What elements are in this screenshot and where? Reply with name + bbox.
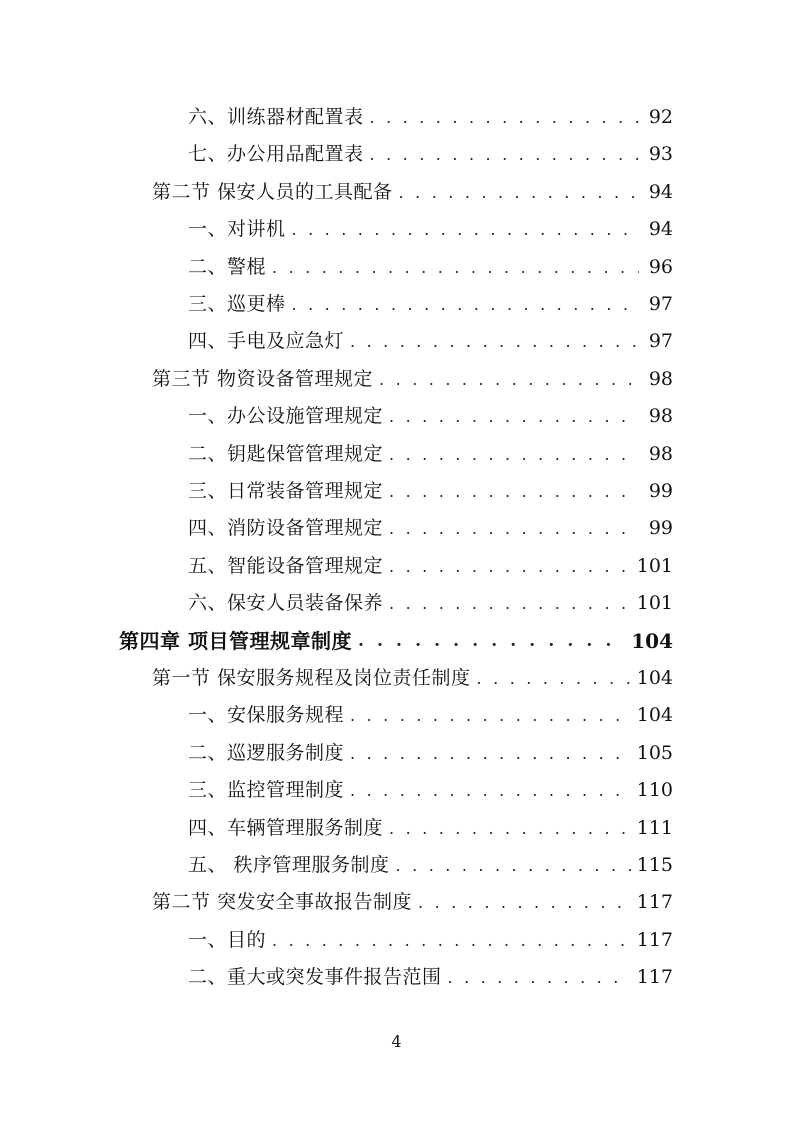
toc-entry-page-number: 94 — [648, 218, 673, 241]
toc-entry-page-number: 111 — [636, 816, 673, 839]
toc-dot-leader — [272, 922, 631, 959]
toc-dot-leader — [389, 436, 639, 473]
toc-dot-leader — [389, 473, 639, 510]
toc-entry-title: 二、钥匙保管管理规定 — [188, 442, 384, 465]
toc-chapter-entry[interactable] — [119, 623, 673, 660]
toc-entry-page-number: 98 — [648, 367, 673, 390]
toc-entry-title: 第二节 突发安全事故报告制度 — [152, 891, 413, 914]
toc-entry-page-number: 93 — [648, 143, 673, 166]
toc-entry-page-number: 98 — [648, 442, 673, 465]
toc-entry-title: 一、目的 — [188, 928, 267, 951]
toc-entry-title: 七、办公用品配置表 — [188, 143, 364, 166]
toc-entry-page-number: 97 — [648, 293, 673, 315]
toc-entry-title: 第四章 项目管理规章制度 — [119, 628, 352, 653]
toc-section-entry[interactable] — [152, 361, 673, 398]
toc-dot-leader — [370, 136, 639, 173]
toc-entry-title: 第一节 保安服务规程及岗位责任制度 — [152, 667, 471, 689]
toc-entry-title: 五、智能设备管理规定 — [188, 554, 384, 577]
toc-subsection-entry[interactable] — [188, 585, 673, 622]
toc-subsection-entry[interactable] — [188, 473, 673, 510]
page-number: 4 — [391, 1032, 402, 1051]
toc-entry-title: 三、日常装备管理规定 — [188, 480, 384, 502]
toc-subsection-entry[interactable] — [188, 323, 673, 360]
toc-entry-page-number: 97 — [648, 330, 673, 353]
toc-entry-title: 第三节 物资设备管理规定 — [152, 367, 374, 390]
toc-entry-title: 二、巡逻服务制度 — [188, 741, 345, 764]
toc-entry-title: 四、车辆管理服务制度 — [188, 816, 384, 839]
toc-entry-page-number: 98 — [648, 405, 673, 428]
toc-dot-leader — [292, 211, 639, 248]
toc-subsection-entry[interactable] — [188, 959, 673, 996]
toc-subsection-entry[interactable] — [188, 99, 673, 136]
toc-dot-leader — [350, 323, 639, 360]
toc-dot-leader — [358, 623, 625, 660]
toc-subsection-entry[interactable] — [188, 398, 673, 435]
toc-entry-page-number: 105 — [636, 741, 673, 764]
toc-entry-page-number: 117 — [636, 891, 673, 914]
toc-entry-page-number: 104 — [636, 704, 673, 727]
toc-dot-leader — [448, 959, 631, 996]
toc-entry-page-number: 101 — [636, 592, 673, 615]
toc-subsection-entry[interactable] — [188, 548, 673, 585]
toc-subsection-entry[interactable] — [188, 847, 673, 884]
toc-entry-page-number: 99 — [648, 517, 673, 540]
toc-dot-leader — [389, 810, 631, 847]
toc-entry-page-number: 96 — [648, 255, 673, 278]
toc-entry-page-number: 104 — [631, 628, 673, 653]
toc-subsection-entry[interactable] — [188, 510, 673, 547]
toc-entry-title: 第二节 保安人员的工具配备 — [152, 180, 393, 203]
toc-dot-leader — [350, 697, 631, 734]
toc-dot-leader — [389, 510, 639, 547]
toc-entry-title: 三、巡更棒 — [188, 293, 286, 315]
toc-subsection-entry[interactable] — [188, 810, 673, 847]
toc-entry-page-number: 92 — [648, 106, 673, 128]
toc-subsection-entry[interactable] — [188, 286, 673, 323]
toc-entry-title: 二、重大或突发事件报告范围 — [188, 966, 442, 989]
toc-entry-page-number: 115 — [636, 854, 673, 876]
toc-entry-page-number: 117 — [636, 928, 673, 951]
toc-entry-page-number: 101 — [636, 554, 673, 577]
toc-entry-title: 五、 秩序管理服务制度 — [188, 854, 390, 876]
toc-subsection-entry[interactable] — [188, 136, 673, 173]
toc-entry-title: 一、对讲机 — [188, 218, 286, 241]
toc-section-entry[interactable] — [152, 660, 673, 697]
toc-subsection-entry[interactable] — [188, 735, 673, 772]
toc-dot-leader — [292, 286, 639, 323]
toc-subsection-entry[interactable] — [188, 436, 673, 473]
toc-section-entry[interactable] — [152, 174, 673, 211]
toc-subsection-entry[interactable] — [188, 772, 673, 809]
toc-entry-page-number: 94 — [648, 180, 673, 203]
toc-dot-leader — [396, 847, 631, 884]
toc-dot-leader — [399, 174, 639, 211]
toc-entry-page-number: 110 — [636, 779, 673, 802]
toc-entry-page-number: 117 — [636, 966, 673, 989]
toc-entry-title: 三、监控管理制度 — [188, 779, 345, 802]
toc-dot-leader — [389, 398, 639, 435]
toc-dot-leader — [389, 585, 631, 622]
toc-subsection-entry[interactable] — [188, 697, 673, 734]
toc-subsection-entry[interactable] — [188, 249, 673, 286]
toc-entry-title: 二、警棍 — [188, 255, 267, 278]
toc-dot-leader — [350, 735, 631, 772]
toc-section-entry[interactable] — [152, 884, 673, 921]
toc-entry-title: 一、办公设施管理规定 — [188, 405, 384, 428]
toc-entry-page-number: 99 — [648, 480, 673, 502]
toc-dot-leader — [379, 361, 639, 398]
toc-subsection-entry[interactable] — [188, 922, 673, 959]
toc-entry-title: 四、消防设备管理规定 — [188, 517, 384, 540]
toc-entry-title: 六、训练器材配置表 — [188, 106, 364, 128]
toc-entry-title: 六、保安人员装备保养 — [188, 592, 384, 615]
toc-dot-leader — [272, 249, 639, 286]
toc-dot-leader — [418, 884, 631, 921]
toc-dot-leader — [370, 99, 639, 136]
toc-entry-page-number: 104 — [636, 667, 673, 689]
toc-subsection-entry[interactable] — [188, 211, 673, 248]
toc-entry-title: 四、手电及应急灯 — [188, 330, 345, 353]
toc-entry-title: 一、安保服务规程 — [188, 704, 345, 727]
toc-dot-leader — [389, 548, 631, 585]
toc-dot-leader — [350, 772, 631, 809]
toc-dot-leader — [477, 660, 631, 697]
